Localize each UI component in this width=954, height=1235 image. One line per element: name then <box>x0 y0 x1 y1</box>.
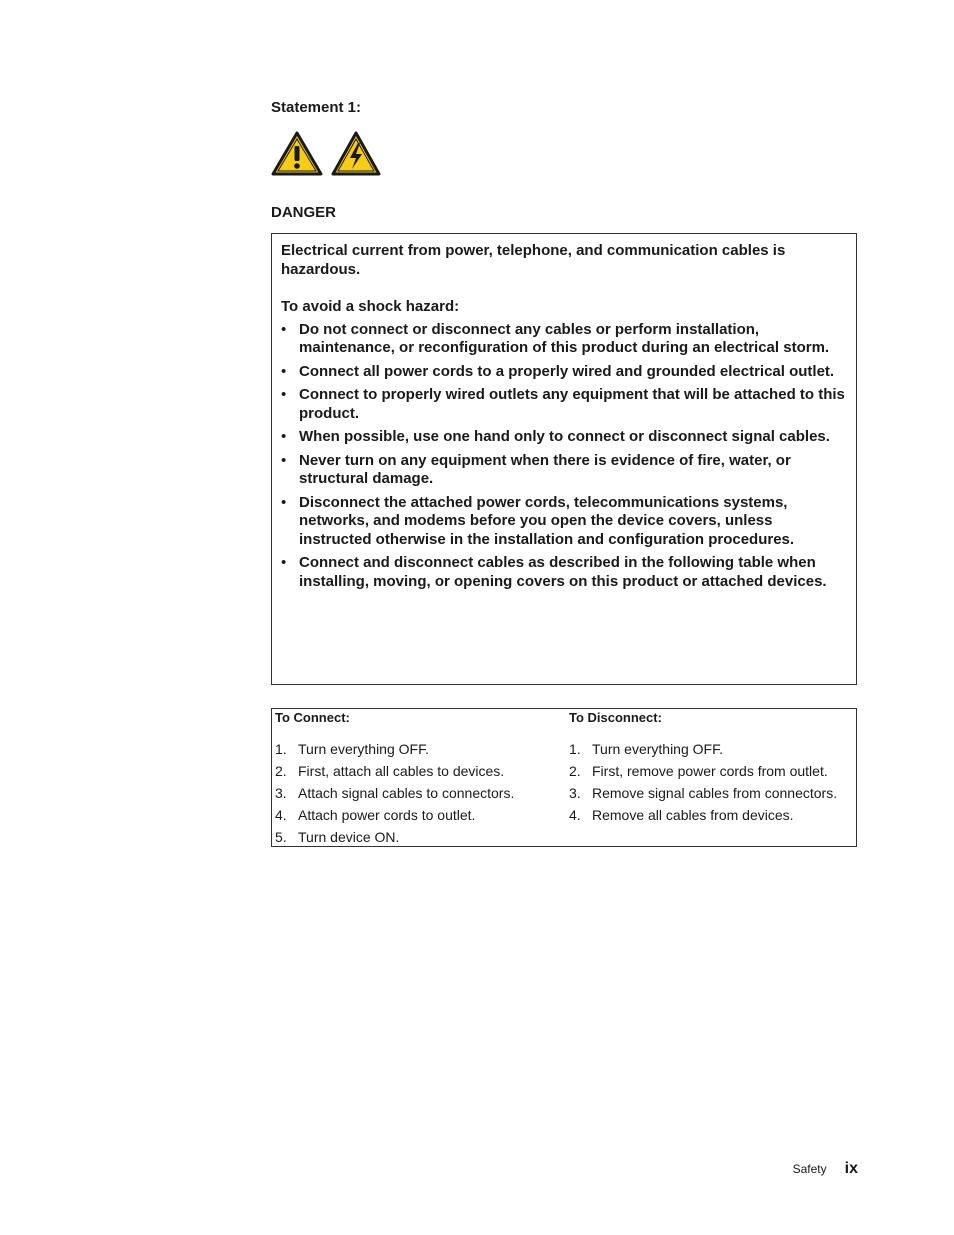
bullet-icon: • <box>281 493 287 511</box>
electrical-hazard-icon <box>331 131 381 176</box>
danger-notice-box <box>271 233 857 685</box>
statement-title: Statement 1: <box>271 99 362 116</box>
step-item: 5. Turn device ON. <box>275 829 400 845</box>
connect-disconnect-table <box>271 708 857 847</box>
page-footer <box>793 1160 858 1178</box>
bullet-icon: • <box>281 428 287 445</box>
disconnect-column <box>569 709 837 826</box>
bullet-icon: • <box>281 554 287 571</box>
step-item: 2. First, attach all cables to devices. <box>275 763 505 779</box>
safety-item: • Connect and disconnect cables as described in the following table when installing, moving, or opening covers on this product or attached devices. <box>281 554 827 590</box>
caution-triangle-icon <box>271 131 323 176</box>
disconnect-steps <box>569 738 837 826</box>
connect-steps <box>275 738 514 848</box>
step-item: 2. First, remove power cords from outlet. <box>569 763 828 779</box>
step-item: 4. Attach power cords to outlet. <box>275 807 476 823</box>
safety-item: • Never turn on any equipment when there is evidence of fire, water, or structural damage. <box>281 451 791 487</box>
bullet-icon: • <box>281 362 287 380</box>
bullet-icon: • <box>281 386 287 403</box>
danger-intro: Electrical current from power, telephone, and communication cables is hazardous. <box>281 242 786 278</box>
avoid-heading: To avoid a shock hazard: <box>281 298 460 315</box>
connect-column <box>275 709 514 848</box>
bullet-icon: • <box>281 320 287 338</box>
safety-item: • Connect to properly wired outlets any equipment that will be attached to this product. <box>281 386 845 422</box>
page-number: ix <box>844 1160 858 1177</box>
step-item: 3. Remove signal cables from connectors. <box>569 785 838 801</box>
footer-section-name: Safety <box>792 1162 827 1176</box>
safety-item: • Disconnect the attached power cords, telecommunications systems, networks, and modems before you open the device covers, unless instructed otherwise in the installation and configuration procedures. <box>281 493 795 548</box>
hazard-icons <box>271 131 381 176</box>
danger-label: DANGER <box>271 204 337 221</box>
safety-list <box>281 321 846 592</box>
step-item: 4. Remove all cables from devices. <box>569 807 794 823</box>
connect-header: To Connect: <box>275 710 350 725</box>
safety-item: • When possible, use one hand only to connect or disconnect signal cables. <box>281 428 830 445</box>
step-item: 1. Turn everything OFF. <box>569 741 723 757</box>
safety-item: • Do not connect or disconnect any cables or perform installation, maintenance, or reconfiguration of this product during an electrical storm. <box>281 320 830 356</box>
step-item: 3. Attach signal cables to connectors. <box>275 785 515 801</box>
disconnect-header: To Disconnect: <box>569 710 662 725</box>
step-item: 1. Turn everything OFF. <box>275 741 429 757</box>
bullet-icon: • <box>281 451 287 469</box>
safety-item: • Connect all power cords to a properly wired and grounded electrical outlet. <box>281 362 835 380</box>
